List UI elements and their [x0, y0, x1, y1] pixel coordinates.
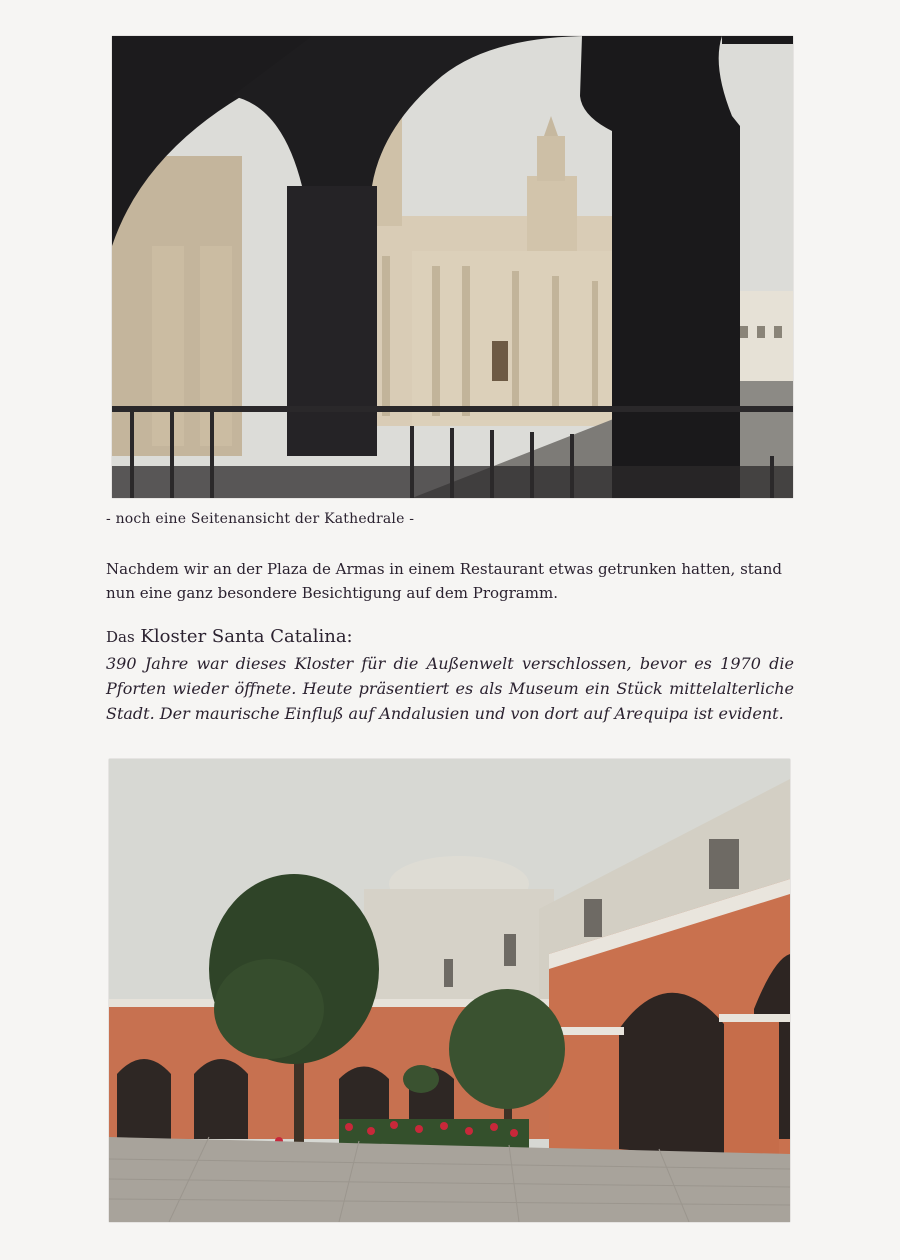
photo-santa-catalina: [109, 759, 790, 1222]
photo-cathedral: [112, 36, 793, 498]
body-paragraph: 390 Jahre war dieses Kloster für die Außenwelt verschlossen, bevor es 1970 die Pforten wieder öffnete. Heute präsentiert es als Museum ein Stück mittelalterliche Stadt. Der maurische Einfluß auf Andalusien und von dort auf Arequipa ist evident.: [106, 654, 794, 723]
intro-paragraph: Nachdem wir an der Plaza de Armas in einem Restaurant etwas getrunken hatten, stand nun eine ganz besondere Besichtigung auf dem Programm.: [106, 560, 783, 602]
photo-caption: - noch eine Seitenansicht der Kathedrale -: [106, 511, 415, 527]
heading-prefix: Das: [106, 628, 135, 646]
section-heading: [106, 626, 353, 647]
heading-title: Kloster Santa Catalina:: [140, 626, 353, 647]
